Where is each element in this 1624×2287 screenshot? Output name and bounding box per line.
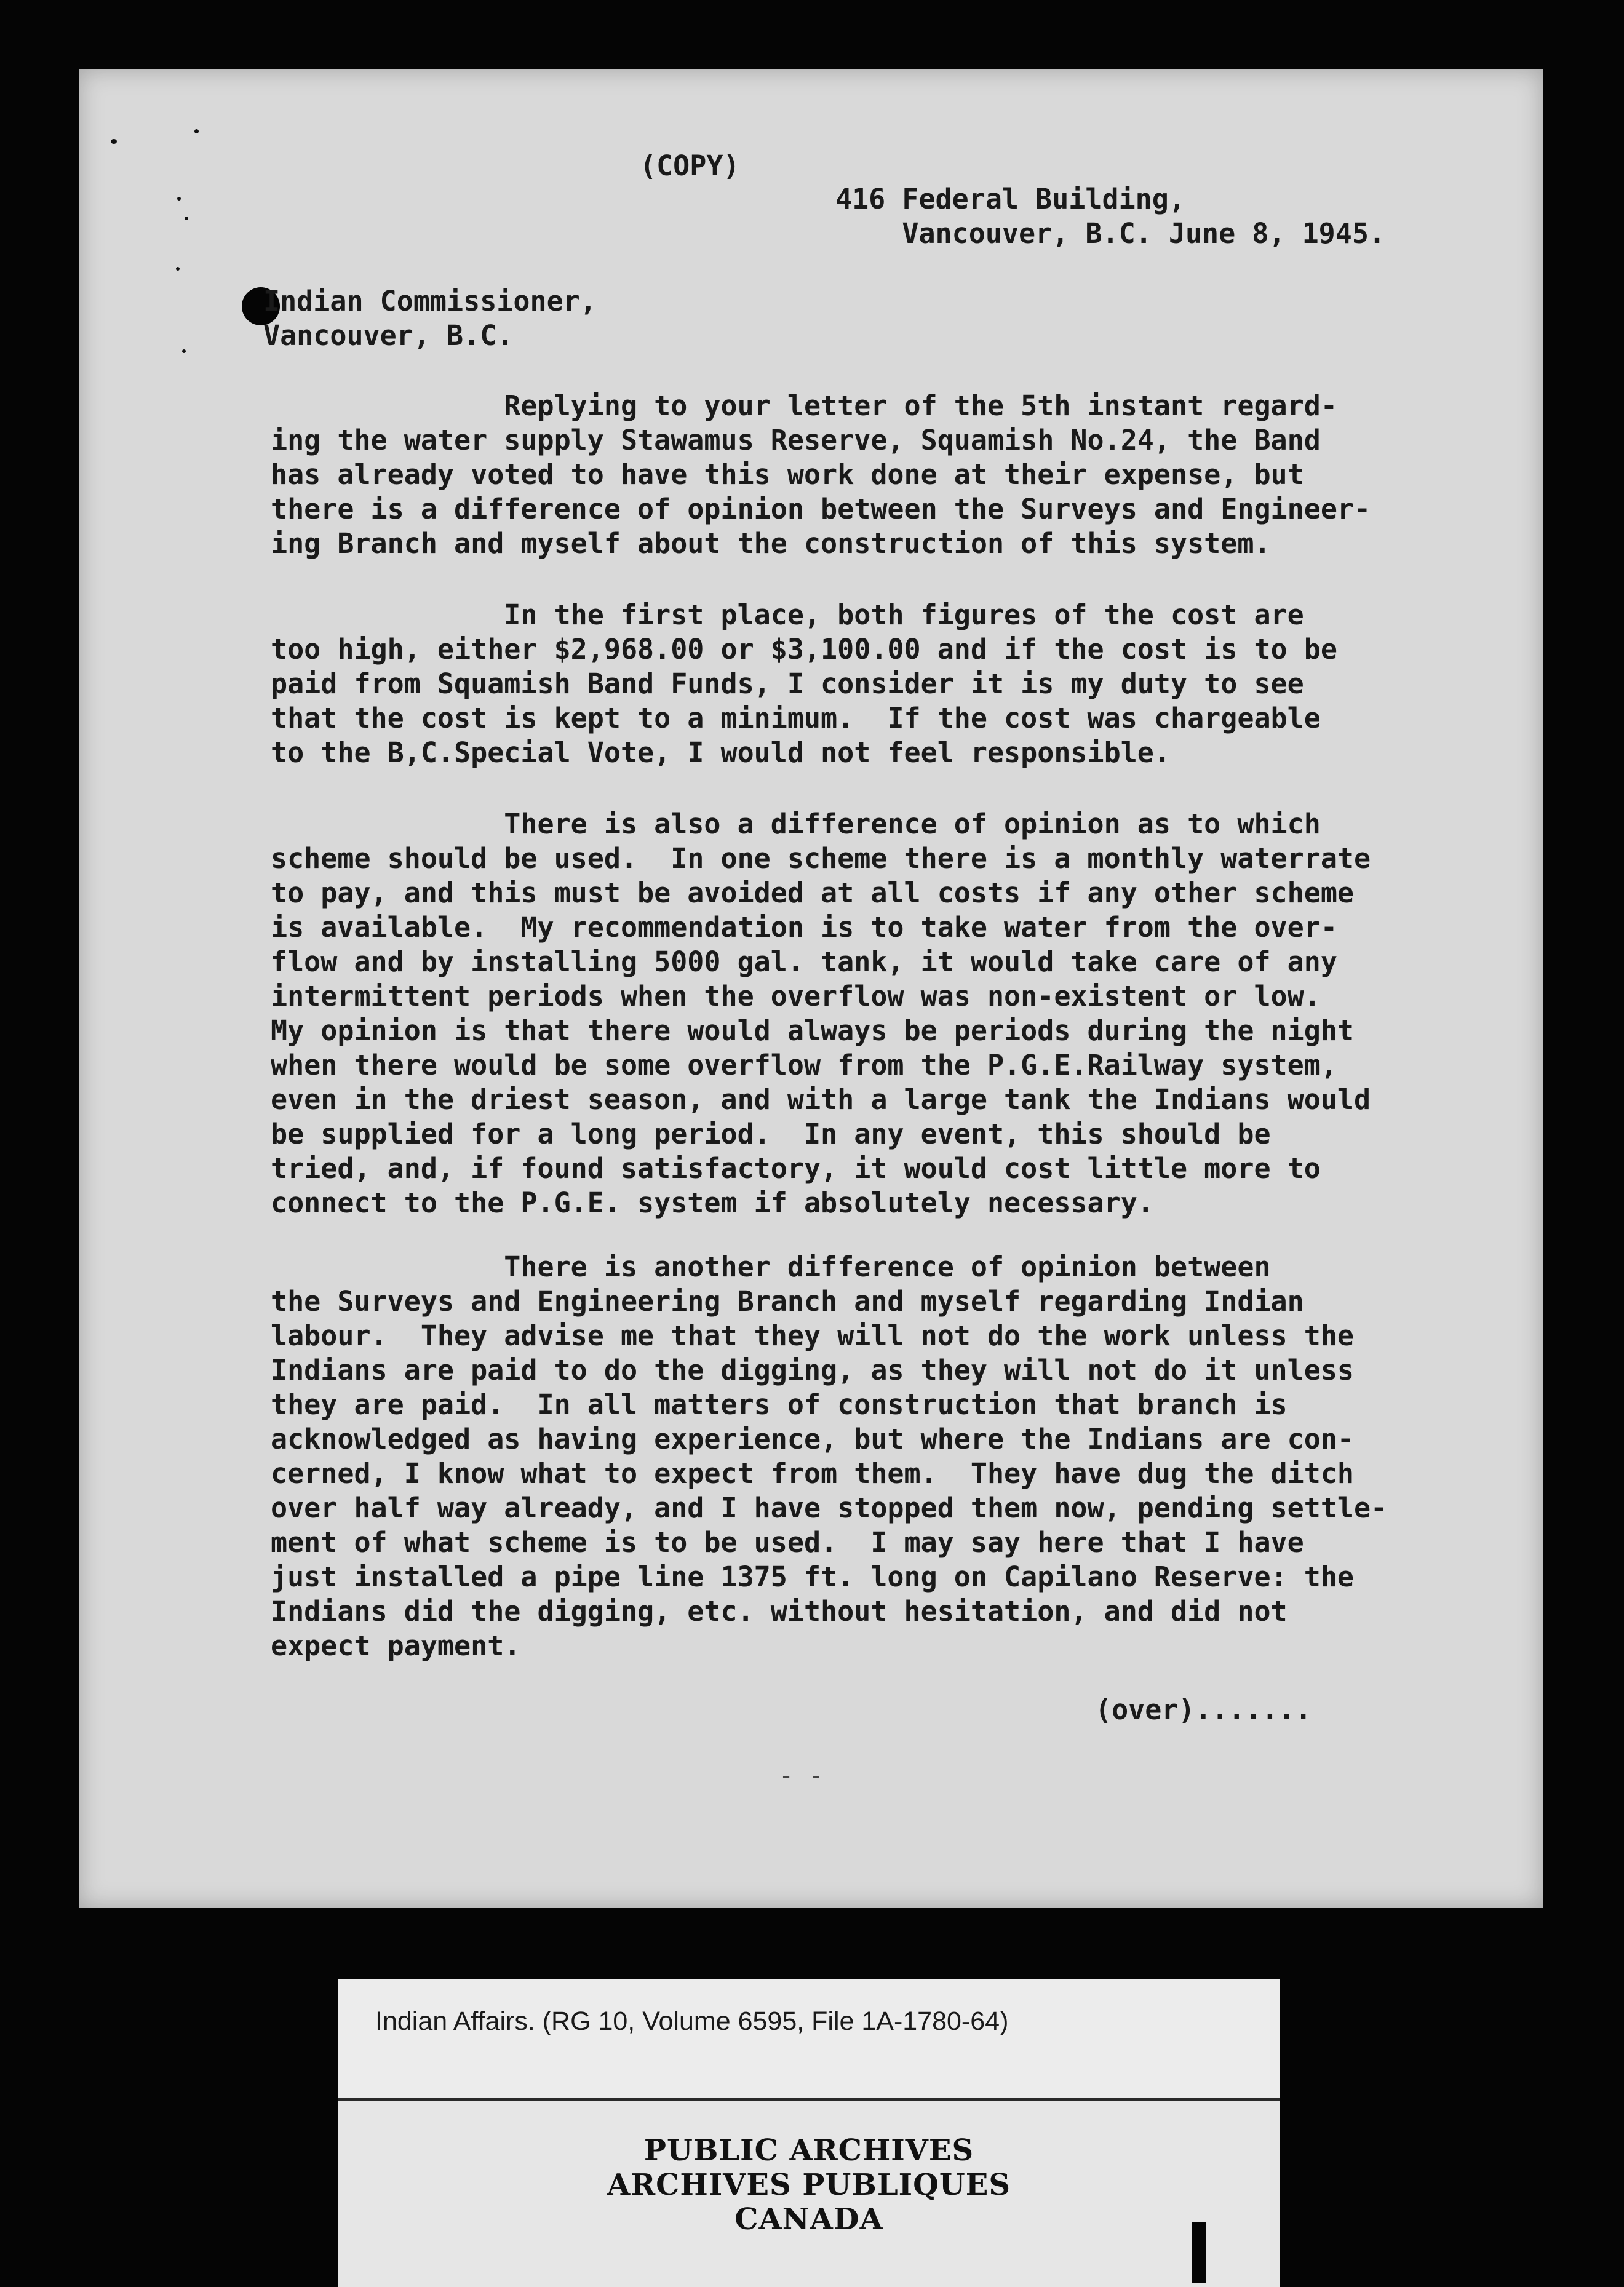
text-line: cerned, I know what to expect from them. They have dug the ditch	[271, 1457, 1354, 1490]
text-line: just installed a pipe line 1375 ft. long on Capilano Reserve: the	[271, 1561, 1354, 1593]
address-line: Vancouver, B.C. June 8, 1945.	[835, 217, 1386, 250]
text-line: there is a difference of opinion between the Surveys and Engineer-	[271, 493, 1371, 525]
copy-mark: (COPY)	[640, 149, 740, 182]
text-line: the Surveys and Engineering Branch and myself regarding Indian	[271, 1285, 1304, 1318]
text-line: connect to the P.G.E. system if absolutely necessary.	[271, 1187, 1154, 1219]
text-line: expect payment.	[271, 1629, 521, 1662]
text-line: even in the driest season, and with a large tank the Indians would	[271, 1083, 1371, 1116]
archive-stamp	[338, 2098, 1280, 2287]
text-line: has already voted to have this work done at their expense, but	[271, 458, 1304, 491]
paragraph-3	[271, 807, 1371, 1220]
text-line: intermittent periods when the overflow was non-existent or low.	[271, 980, 1321, 1012]
text-line: Replying to your letter of the 5th instant regard-	[271, 389, 1337, 422]
recipient-line: Indian Commissioner,	[263, 285, 597, 317]
speck	[185, 217, 188, 220]
text-line: is available. My recommendation is to take water from the over-	[271, 911, 1337, 944]
text-line: In the first place, both figures of the cost are	[271, 599, 1304, 631]
text-line: Indians did the digging, etc. without hesitation, and did not	[271, 1595, 1288, 1628]
text-line: My opinion is that there would always be periods during the night	[271, 1014, 1354, 1047]
text-line: Indians are paid to do the digging, as they will not do it unless	[271, 1354, 1354, 1386]
speck	[111, 139, 117, 144]
over-note: (over).......	[1095, 1693, 1312, 1726]
text-line: flow and by installing 5000 gal. tank, it would take care of any	[271, 945, 1337, 978]
text-line: to pay, and this must be avoided at all costs if any other scheme	[271, 877, 1354, 909]
text-line: labour. They advise me that they will not do the work unless the	[271, 1319, 1354, 1352]
archive-label	[338, 1979, 1280, 2283]
recipient-line: Vancouver, B.C.	[263, 319, 514, 352]
text-line: that the cost is kept to a minimum. If the cost was chargeable	[271, 702, 1321, 734]
paragraph-1	[271, 389, 1371, 561]
stamp-line: PUBLIC ARCHIVES	[643, 2133, 974, 2168]
film-mark	[1192, 2222, 1206, 2283]
speck	[176, 267, 180, 271]
text-line: There is another difference of opinion between	[271, 1251, 1271, 1283]
archive-reference: Indian Affairs. (RG 10, Volume 6595, File 1A-1780-64)	[375, 2007, 1009, 2036]
text-line: over half way already, and I have stopped them now, pending settle-	[271, 1492, 1388, 1524]
paragraph-4	[271, 1250, 1387, 1663]
text-line: paid from Squamish Band Funds, I consider it is my duty to see	[271, 667, 1304, 700]
text-line: ing Branch and myself about the construction of this system.	[271, 527, 1271, 560]
text-line: acknowledged as having experience, but where the Indians are con-	[271, 1423, 1354, 1455]
address-line: 416 Federal Building,	[835, 183, 1185, 215]
text-line: too high, either $2,968.00 or $3,100.00 and if the cost is to be	[271, 633, 1337, 666]
stamp-line: CANADA	[734, 2202, 883, 2237]
text-line: when there would be some overflow from the P.G.E.Railway system,	[271, 1049, 1337, 1081]
letter-page	[79, 69, 1543, 1908]
text-line: ing the water supply Stawamus Reserve, Squamish No.24, the Band	[271, 424, 1321, 456]
page-mark: - -	[779, 1762, 824, 1790]
text-line: scheme should be used. In one scheme there is a monthly waterrate	[271, 842, 1371, 875]
text-line: be supplied for a long period. In any event, this should be	[271, 1118, 1271, 1150]
text-line: to the B,C.Special Vote, I would not feel responsible.	[271, 736, 1171, 769]
text-line: ment of what scheme is to be used. I may say here that I have	[271, 1526, 1304, 1559]
text-line: they are paid. In all matters of construction that branch is	[271, 1388, 1288, 1421]
text-line: tried, and, if found satisfactory, it would cost little more to	[271, 1152, 1321, 1185]
speck	[182, 349, 186, 353]
sender-address	[835, 182, 1385, 251]
speck	[177, 197, 181, 201]
paragraph-2	[271, 598, 1337, 770]
recipient-block	[263, 284, 597, 353]
speck	[194, 129, 199, 133]
stamp-line: ARCHIVES PUBLIQUES	[607, 2168, 1011, 2202]
text-line: There is also a difference of opinion as to which	[271, 808, 1321, 840]
